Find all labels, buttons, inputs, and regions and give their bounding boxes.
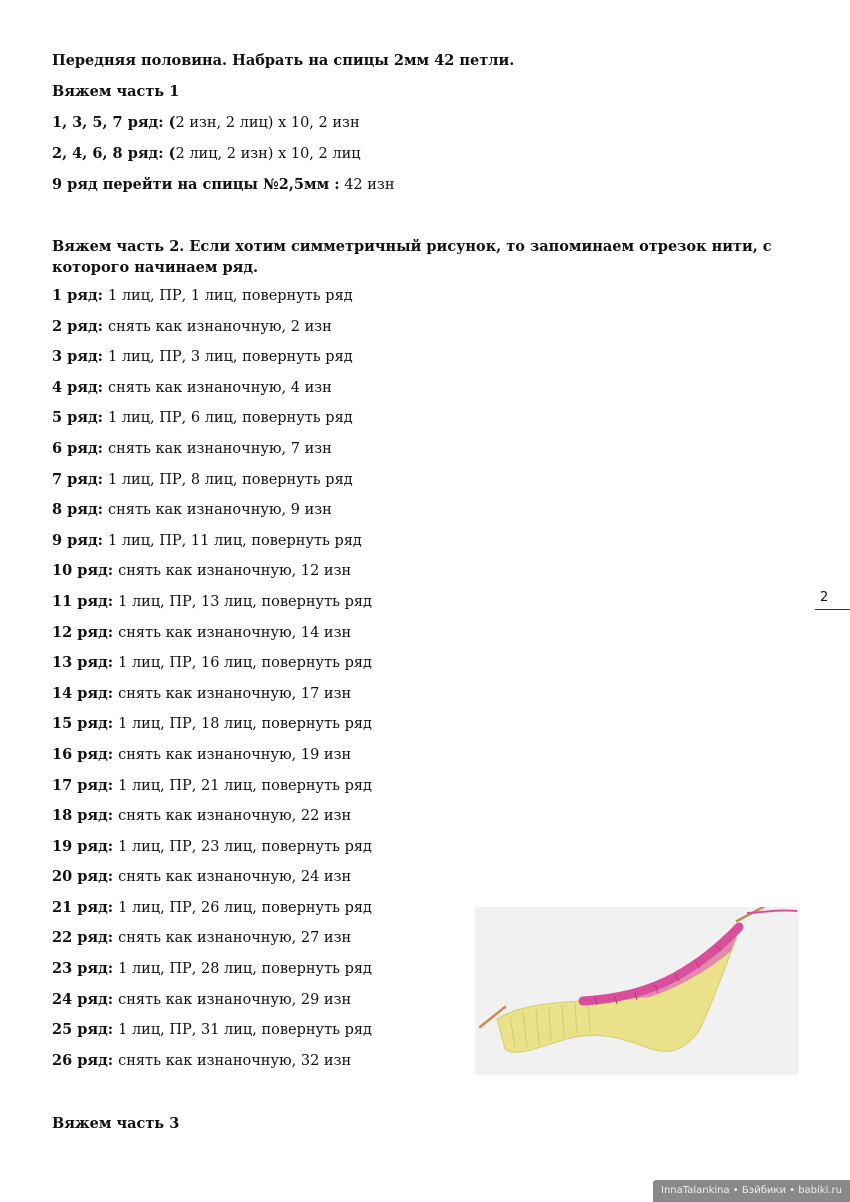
row-instruction xyxy=(52,899,372,930)
row-text: снять как изнаночную, 9 изн xyxy=(108,502,332,519)
row-label: 3 ряд: xyxy=(52,348,104,366)
row-instruction xyxy=(52,991,372,1022)
row-instruction xyxy=(52,348,372,379)
row-label: 25 ряд: xyxy=(52,1021,114,1039)
row-instruction xyxy=(52,379,372,410)
row-text: 1 лиц, ПР, 6 лиц, повернуть ряд xyxy=(108,410,353,427)
watermark: InnaTalankina • Бэйбики • babiki.ru xyxy=(653,1180,850,1202)
row-label: 9 ряд: xyxy=(52,531,104,549)
row-text: 1 лиц, ПР, 3 лиц, повернуть ряд xyxy=(108,349,353,366)
row-text: 1 лиц, ПР, 16 лиц, повернуть ряд xyxy=(118,655,372,672)
row-label: 13 ряд: xyxy=(52,654,114,672)
row-label: 19 ряд: xyxy=(52,837,114,855)
row-instruction xyxy=(52,440,372,471)
row-text: 1 лиц, ПР, 21 лиц, повернуть ряд xyxy=(118,777,372,794)
row-instruction xyxy=(52,624,372,655)
row-text: снять как изнаночную, 32 изн xyxy=(118,1052,352,1069)
row-text: 1 лиц, ПР, 1 лиц, повернуть ряд xyxy=(108,288,353,304)
row-text: снять как изнаночную, 19 изн xyxy=(118,746,352,763)
row9-label: 9 ряд перейти на спицы №2,5мм : xyxy=(52,176,340,193)
row-label: 8 ряд: xyxy=(52,501,104,519)
row-instruction xyxy=(52,318,372,349)
row-label: 21 ряд: xyxy=(52,898,114,916)
row-label: 15 ряд: xyxy=(52,715,114,733)
row-label: 26 ряд: xyxy=(52,1051,114,1069)
row-text: 1 лиц, ПР, 26 лиц, повернуть ряд xyxy=(118,899,372,916)
page-number: 2 xyxy=(820,590,829,605)
row-text: снять как изнаночную, 7 изн xyxy=(108,440,332,457)
row-instruction xyxy=(52,654,372,685)
row-label: 11 ряд: xyxy=(52,592,114,610)
section-title: Передняя половина. Набрать на спицы 2мм 42 петли. xyxy=(52,52,515,69)
row-label: 6 ряд: xyxy=(52,439,104,457)
row-text: снять как изнаночную, 29 изн xyxy=(118,991,352,1008)
row-label: 10 ряд: xyxy=(52,562,114,580)
row-text: снять как изнаночную, 4 изн xyxy=(108,379,332,396)
row-text: снять как изнаночную, 12 изн xyxy=(118,563,352,580)
even-rows-instruction xyxy=(52,145,361,163)
row-label: 24 ряд: xyxy=(52,990,114,1008)
row-instructions-list xyxy=(52,287,372,1082)
row-label: 1 ряд: xyxy=(52,287,104,304)
part2-heading: Вяжем часть 2. Если хотим симметричный рисунок, то запоминаем отрезок нити, с которого начинаем ряд. xyxy=(52,238,772,276)
row-text: снять как изнаночную, 2 изн xyxy=(108,318,332,335)
row-text: снять как изнаночную, 27 изн xyxy=(118,930,352,947)
row-text: 1 лиц, ПР, 31 лиц, повернуть ряд xyxy=(118,1022,372,1039)
row-instruction xyxy=(52,1021,372,1052)
row-label: 16 ряд: xyxy=(52,745,114,763)
row9-instruction xyxy=(52,176,394,194)
row-label: 17 ряд: xyxy=(52,776,114,794)
row-text: 1 лиц, ПР, 8 лиц, повернуть ряд xyxy=(108,471,353,488)
row-instruction xyxy=(52,715,372,746)
row-instruction xyxy=(52,593,372,624)
row-label: 5 ряд: xyxy=(52,409,104,427)
row-label: 22 ряд: xyxy=(52,929,114,947)
row-instruction xyxy=(52,807,372,838)
row-text: 1 лиц, ПР, 28 лиц, повернуть ряд xyxy=(118,961,372,978)
row-instruction xyxy=(52,562,372,593)
row-label: 20 ряд: xyxy=(52,868,114,886)
part3-heading: Вяжем часть 3 xyxy=(52,1115,180,1132)
row-text: снять как изнаночную, 22 изн xyxy=(118,808,352,825)
row-label: 14 ряд: xyxy=(52,684,114,702)
row-instruction xyxy=(52,838,372,869)
row-instruction xyxy=(52,929,372,960)
row-instruction xyxy=(52,287,372,318)
row-label: 18 ряд: xyxy=(52,807,114,825)
knitting-photo xyxy=(475,907,799,1075)
row-instruction xyxy=(52,685,372,716)
row-text: 1 лиц, ПР, 13 лиц, повернуть ряд xyxy=(118,593,372,610)
odd-rows-text: 2 изн, 2 лиц) х 10, 2 изн xyxy=(175,115,360,131)
row-label: 4 ряд: xyxy=(52,378,104,396)
row-label: 2 ряд: xyxy=(52,317,104,335)
even-rows-text: 2 лиц, 2 изн) х 10, 2 лиц xyxy=(175,146,361,162)
row-label: 12 ряд: xyxy=(52,623,114,641)
row-text: 1 лиц, ПР, 18 лиц, повернуть ряд xyxy=(118,716,372,733)
row-instruction xyxy=(52,868,372,899)
row-instruction xyxy=(52,960,372,991)
row-text: снять как изнаночную, 24 изн xyxy=(118,869,352,886)
page-number-rule xyxy=(815,609,850,610)
row-instruction xyxy=(52,409,372,440)
row-instruction xyxy=(52,471,372,502)
row9-text: 42 изн xyxy=(344,177,395,193)
odd-rows-label: 1, 3, 5, 7 ряд: ( xyxy=(52,114,176,131)
row-instruction xyxy=(52,1052,372,1083)
knitting-illustration xyxy=(475,907,799,1075)
row-text: 1 лиц, ПР, 23 лиц, повернуть ряд xyxy=(118,838,372,855)
row-instruction xyxy=(52,532,372,563)
row-instruction xyxy=(52,746,372,777)
row-label: 7 ряд: xyxy=(52,470,104,488)
row-instruction xyxy=(52,777,372,808)
odd-rows-instruction xyxy=(52,114,360,132)
even-rows-label: 2, 4, 6, 8 ряд: ( xyxy=(52,145,176,162)
row-text: 1 лиц, ПР, 11 лиц, повернуть ряд xyxy=(108,532,362,549)
part1-heading: Вяжем часть 1 xyxy=(52,83,180,100)
row-instruction xyxy=(52,501,372,532)
row-text: снять как изнаночную, 14 изн xyxy=(118,624,352,641)
row-text: снять как изнаночную, 17 изн xyxy=(118,685,352,702)
row-label: 23 ряд: xyxy=(52,960,114,978)
